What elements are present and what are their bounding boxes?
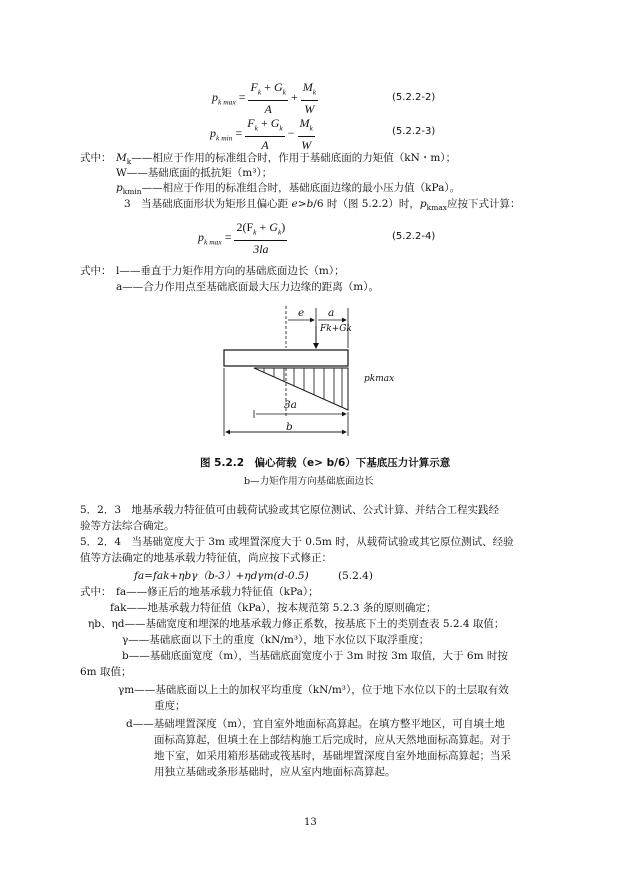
formula-5-2-2-2: $p_{k max}$ = $\frac{F_k + G_k}{A}$ + $\frac{M_k}{W}$ (212, 80, 317, 117)
definition-fak: fak——地基承载力特征值（kPa），按本规范第 5.2.3 条的原则确定； (110, 602, 437, 614)
definition-b-line2: 6m 取值； (80, 666, 132, 678)
fraction-eccentric: $\frac{2(F_k + G_k)}{3la}$ (236, 220, 286, 257)
formula-5-2-2-4: $p_{k max}$ = $\frac{2(F_k + G_k)}{3la}$ (198, 220, 286, 257)
definition-d-line3: 地下室，如采用箱形基础或筏基时，基础埋置深度自室外地面标高算起；当采 (154, 750, 511, 762)
definition-gamma: γ——基础底面以下土的重度（kN/m³），地下水位以下取浮重度； (122, 634, 430, 646)
figure-label-e: e (298, 307, 305, 319)
formula-5-2-2-3: $p_{k min}$ = $\frac{F_k + G_k}{A}$ − $\frac{M_k}{W}$ (210, 116, 313, 153)
clause-5-2-3-line2: 验等方法综合确定。 (80, 520, 175, 532)
definition-d-line2: 面标高算起，但填土在上部结构施工后完成时，应从天然地面标高算起。对于 (154, 734, 511, 746)
definition-l: l——垂直于力矩作用方向的基础底面边长（m）； (116, 265, 345, 277)
definition-eta: ηb、ηd——基础宽度和埋深的地基承载力修正系数，按基底下土的类别查表 5.2.4 取值； (88, 618, 505, 630)
equation-number: (5.2.2-3) (392, 126, 436, 137)
definition-b-line1: b——基础底面宽度（m），当基础底面宽度小于 3m 时按 3m 取值，大于 6m 时按 (122, 650, 508, 662)
clause-5-2-4-line2: 值等方法确定的地基承载力特征值，尚应按下式修正： (80, 552, 332, 564)
figure-caption: 图 5.2.2 偏心荷载（e> b/6）下基底压力计算示意 (200, 457, 451, 469)
eccentric-load-diagram (216, 298, 376, 438)
definition-w: W——基础底面的抵抗矩（m³）； (116, 167, 273, 179)
clause-5-2-3-line1: 5．2．3 地基承载力特征值可由载荷试验或其它原位测试、公式计算、并结合工程实践经 (80, 504, 500, 516)
equation-number: (5.2.2-4) (392, 231, 436, 242)
fraction-force: $\frac{F_k + G_k}{A}$ (247, 116, 283, 153)
equation-number: (5.2.2-2) (392, 92, 436, 103)
figure-subcaption: b—力矩作用方向基础底面边长 (244, 476, 374, 487)
fraction-force: $\frac{F_k + G_k}{A}$ (250, 80, 286, 117)
formula-5-2-4: fa=fak+ηbγ（b-3）+ηdγm(d-0.5) (134, 570, 309, 582)
where-label: 式中： (80, 152, 112, 164)
figure-label-b: b (286, 421, 293, 433)
definition-gm-line2: 重度； (154, 700, 186, 712)
where-label: 式中： (80, 586, 112, 598)
figure-label-force: Fk+Gk (320, 324, 352, 334)
figure-label-3a: 3a (284, 399, 297, 411)
figure-label-pkmax: pkmax (364, 374, 395, 384)
clause-5-2-4-line1: 5．2．4 当基础宽度大于 3m 或埋置深度大于 0.5m 时，从载荷试验或其它原位测试、经验 (80, 536, 514, 548)
definition-pkmin: $p_{kmin}——$相应于作用的标准组合时，基础底面边缘的最小压力值（kPa）。 (116, 182, 461, 197)
fraction-moment: $\frac{M_k}{W}$ (299, 116, 313, 153)
definition-a: a——合力作用点至基础底面最大压力边缘的距离（m）。 (116, 281, 379, 293)
definition-mk: $M_k——$相应于作用的标准组合时，作用于基础底面的力矩值（kN・m）； (116, 152, 457, 167)
fraction-moment: $\frac{M_k}{W}$ (302, 80, 317, 117)
clause-item-3: 3 当基础底面形状为矩形且偏心距 e>b/6 时（图 5.2.2）时，$p_{kmax}$应按下式计算： (124, 198, 521, 213)
definition-d-line1: d——基础埋置深度（m），宜自室外地面标高算起。在填方整平地区，可自填土地 (126, 718, 505, 730)
definition-fa: fa——修正后的地基承载力特征值（kPa）； (116, 586, 319, 598)
definition-gm-line1: γm——基础底面以上土的加权平均重度（kN/m³），位于地下水位以下的土层取有效 (118, 684, 509, 696)
figure-label-a: a (328, 307, 335, 319)
where-label: 式中： (80, 265, 112, 277)
page-number: 13 (304, 817, 317, 828)
definition-d-line4: 用独立基础或条形基础时，应从室内地面标高算起。 (154, 766, 396, 778)
equation-number: (5.2.4) (338, 570, 373, 582)
